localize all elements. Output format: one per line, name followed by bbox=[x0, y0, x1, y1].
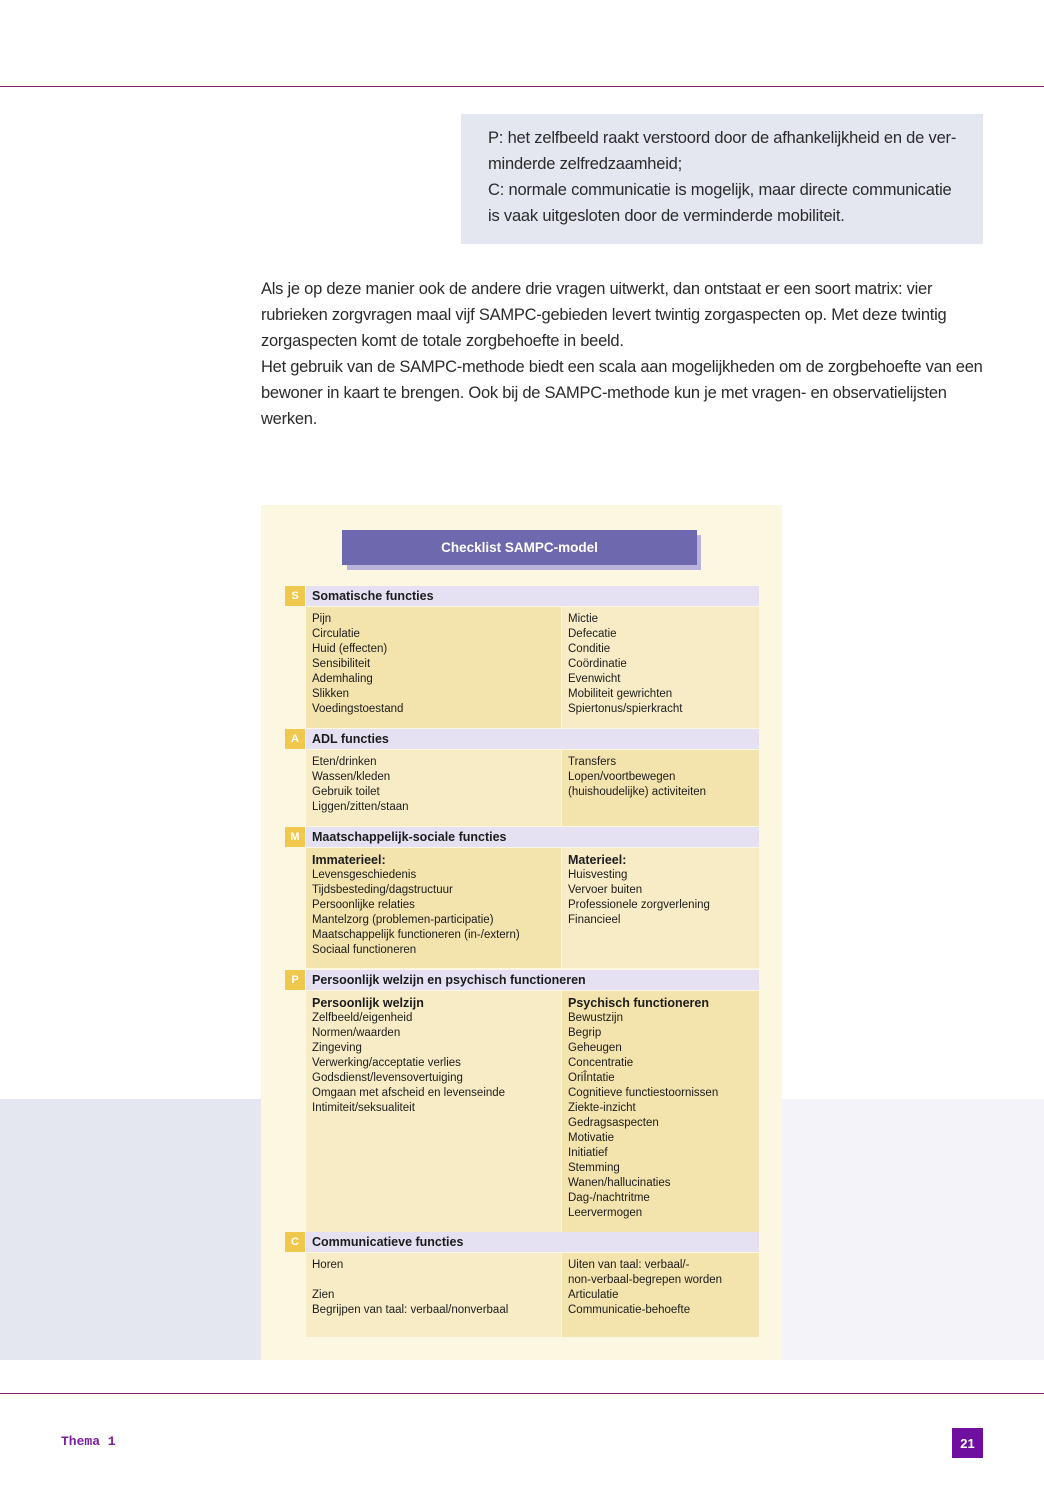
checklist-title: Checklist SAMPC-model bbox=[342, 530, 697, 565]
section-adl bbox=[285, 729, 759, 813]
section-letter: S bbox=[285, 586, 305, 606]
list-item: Begrip bbox=[568, 1027, 602, 1039]
list-item: Mantelzorg (problemen-participatie) bbox=[312, 914, 494, 926]
section-letter: P bbox=[285, 970, 305, 990]
list-item: Tijdsbesteding/dagstructuur bbox=[312, 884, 453, 896]
list-item: Ademhaling bbox=[312, 673, 373, 685]
list-item: Mictie bbox=[568, 613, 599, 625]
section-title: ADL functies bbox=[306, 729, 759, 749]
footer-theme-label: Thema 1 bbox=[61, 1434, 116, 1449]
list-item: Godsdienst/levensovertuiging bbox=[312, 1072, 463, 1084]
section-column-right bbox=[562, 607, 759, 728]
list-item: Slikken bbox=[312, 688, 350, 700]
list-item: Stemming bbox=[568, 1162, 620, 1174]
list-item: Lopen/voortbewegen bbox=[568, 771, 676, 783]
body-line: zorgaspecten komt de totale zorgbehoefte in beeld. bbox=[261, 332, 624, 350]
list-item: Gedragsaspecten bbox=[568, 1117, 659, 1129]
list-item: Transfers bbox=[568, 756, 617, 768]
section-column-right bbox=[562, 750, 759, 826]
list-item: Coördinatie bbox=[568, 658, 627, 670]
section-column-left bbox=[306, 1253, 561, 1337]
checklist-panel bbox=[261, 505, 782, 1360]
list-item: Mobiliteit gewrichten bbox=[568, 688, 673, 700]
list-item: Zien bbox=[312, 1289, 335, 1301]
list-item: Horen bbox=[312, 1259, 344, 1271]
list-item: Verwerking/acceptatie verlies bbox=[312, 1057, 461, 1069]
list-item: Leervermogen bbox=[568, 1207, 643, 1219]
list-item: Omgaan met afscheid en levenseinde bbox=[312, 1087, 506, 1099]
callout-line: P: het zelfbeeld raakt verstoord door de afhankelijkheid en de ver- bbox=[488, 129, 957, 147]
callout-line: minderde zelfredzaamheid; bbox=[488, 155, 683, 173]
section-wellbeing bbox=[285, 970, 759, 1219]
section-column-left bbox=[306, 991, 561, 1232]
list-item: non-verbaal-begrepen worden bbox=[568, 1274, 723, 1286]
list-item: Articulatie bbox=[568, 1289, 619, 1301]
body-paragraph bbox=[261, 276, 983, 432]
section-title: Maatschappelijk-sociale functies bbox=[306, 827, 759, 847]
section-column-right bbox=[562, 1253, 759, 1337]
list-item: (huishoudelijke) activiteiten bbox=[568, 786, 707, 798]
section-communication bbox=[285, 1232, 759, 1316]
list-item: Sensibiliteit bbox=[312, 658, 371, 670]
list-item: Cognitieve functiestoornissen bbox=[568, 1087, 719, 1099]
list-item: Zelfbeeld/eigenheid bbox=[312, 1012, 413, 1024]
section-title: Somatische functies bbox=[306, 586, 759, 606]
list-item: Geheugen bbox=[568, 1042, 622, 1054]
list-item: Conditie bbox=[568, 643, 611, 655]
column-heading: Psychisch functioneren bbox=[568, 996, 710, 1010]
list-item: Uiten van taal: verbaal/- bbox=[568, 1259, 690, 1271]
section-column-left bbox=[306, 607, 561, 728]
list-item: Huisvesting bbox=[568, 869, 628, 881]
list-item: Dag-/nachtritme bbox=[568, 1192, 650, 1204]
list-item: Bewustzijn bbox=[568, 1012, 623, 1024]
column-heading: Immaterieel: bbox=[312, 853, 386, 867]
body-line: bewoner in kaart te brengen. Ook bij de SAMPC-methode kun je met vragen- en observatielijsten bbox=[261, 384, 947, 402]
section-column-right bbox=[562, 991, 759, 1232]
body-line: Het gebruik van de SAMPC-methode biedt een scala aan mogelijkheden om de zorgbehoefte van een bbox=[261, 358, 983, 376]
list-item: Zingeving bbox=[312, 1042, 362, 1054]
list-item: Vervoer buiten bbox=[568, 884, 643, 896]
list-item: Defecatie bbox=[568, 628, 617, 640]
list-item: Professionele zorgverlening bbox=[568, 899, 710, 911]
column-heading: Materieel: bbox=[568, 853, 627, 867]
list-item: OriÎntatie bbox=[568, 1072, 615, 1084]
background-band-right bbox=[782, 1099, 1044, 1360]
section-title: Persoonlijk welzijn en psychisch functioneren bbox=[306, 970, 759, 990]
example-callout bbox=[461, 114, 983, 244]
list-item: Normen/waarden bbox=[312, 1027, 401, 1039]
top-rule bbox=[0, 86, 1044, 87]
list-spacer bbox=[312, 1273, 555, 1288]
column-heading: Persoonlijk welzijn bbox=[312, 996, 424, 1010]
list-item: Wanen/hallucinaties bbox=[568, 1177, 671, 1189]
list-item: Wassen/kleden bbox=[312, 771, 391, 783]
list-item: Liggen/zitten/staan bbox=[312, 801, 409, 813]
list-item: Sociaal functioneren bbox=[312, 944, 417, 956]
list-item: Ziekte-inzicht bbox=[568, 1102, 636, 1114]
list-item: Motivatie bbox=[568, 1132, 615, 1144]
list-item: Begrijpen van taal: verbaal/nonverbaal bbox=[312, 1304, 509, 1316]
section-title: Communicatieve functies bbox=[306, 1232, 759, 1252]
callout-line: C: normale communicatie is mogelijk, maar directe communicatie bbox=[488, 181, 952, 199]
list-item: Voedingstoestand bbox=[312, 703, 404, 715]
section-letter: A bbox=[285, 729, 305, 749]
list-item: Maatschappelijk functioneren (in-/extern) bbox=[312, 929, 520, 941]
section-somatic bbox=[285, 586, 759, 715]
list-item: Persoonlijke relaties bbox=[312, 899, 415, 911]
list-item: Huid (effecten) bbox=[312, 643, 388, 655]
list-item: Gebruik toilet bbox=[312, 786, 380, 798]
list-item: Financieel bbox=[568, 914, 621, 926]
bottom-rule bbox=[0, 1393, 1044, 1394]
section-letter: M bbox=[285, 827, 305, 847]
section-letter: C bbox=[285, 1232, 305, 1252]
list-item: Evenwicht bbox=[568, 673, 621, 685]
list-item: Communicatie-behoefte bbox=[568, 1304, 691, 1316]
list-item: Circulatie bbox=[312, 628, 360, 640]
section-column-left bbox=[306, 750, 561, 826]
section-social bbox=[285, 827, 759, 956]
list-item: Intimiteit/seksualiteit bbox=[312, 1102, 415, 1114]
list-item: Eten/drinken bbox=[312, 756, 377, 768]
section-column-left bbox=[306, 848, 561, 968]
list-item: Initiatief bbox=[568, 1147, 608, 1159]
list-item: Concentratie bbox=[568, 1057, 634, 1069]
body-line: rubrieken zorgvragen maal vijf SAMPC-gebieden levert twintig zorgaspecten op. Met deze twintig bbox=[261, 306, 947, 324]
list-item: Spiertonus/spierkracht bbox=[568, 703, 683, 715]
page-number: 21 bbox=[952, 1428, 983, 1458]
list-item: Levensgeschiedenis bbox=[312, 869, 417, 881]
list-item: Pijn bbox=[312, 613, 332, 625]
body-line: Als je op deze manier ook de andere drie vragen uitwerkt, dan ontstaat er een soort matrix: vier bbox=[261, 280, 933, 298]
body-line: werken. bbox=[261, 410, 318, 428]
background-band-left bbox=[0, 1099, 261, 1360]
callout-line: is vaak uitgesloten door de verminderde mobiliteit. bbox=[488, 207, 845, 225]
section-column-right bbox=[562, 848, 759, 968]
